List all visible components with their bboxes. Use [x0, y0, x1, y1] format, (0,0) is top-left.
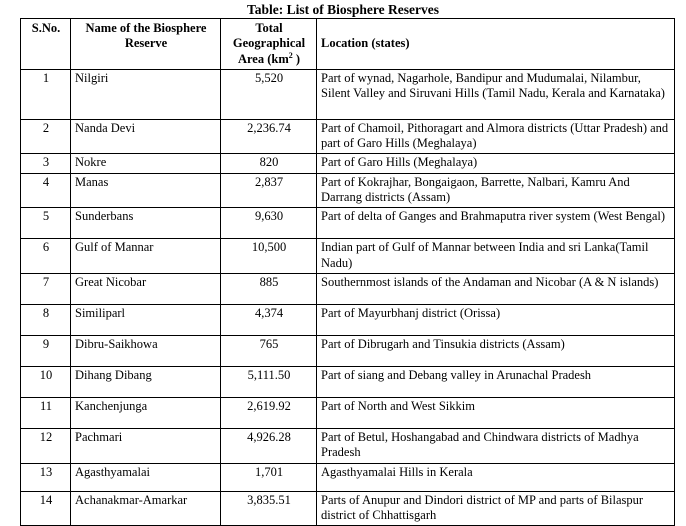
cell-location: Part of Garo Hills (Meghalaya) [317, 154, 675, 173]
cell-name: Nanda Devi [71, 119, 221, 154]
table-row [21, 463, 675, 491]
table-row [21, 173, 675, 208]
cell-area: 2,619.92 [221, 397, 317, 428]
cell-area: 2,236.74 [221, 119, 317, 154]
header-area-superscript: 2 [288, 50, 293, 60]
table-row [21, 239, 675, 274]
cell-area: 5,520 [221, 69, 317, 119]
cell-area: 3,835.51 [221, 491, 317, 526]
cell-name: Kanchenjunga [71, 397, 221, 428]
cell-name: Nokre [71, 154, 221, 173]
cell-location: Part of wynad, Nagarhole, Bandipur and Mudumalai, Nilambur, Silent Valley and Siruvani Hills (Tamil Nadu, Kerala and Karnataka) [317, 69, 675, 119]
cell-name: Nilgiri [71, 69, 221, 119]
cell-location: Parts of Anupur and Dindori district of MP and parts of Bilaspur district of Chhattisgarh [317, 491, 675, 526]
cell-location: Southernmost islands of the Andaman and Nicobar (A & N islands) [317, 273, 675, 304]
table-title: Table: List of Biosphere Reserves [247, 2, 439, 17]
cell-area: 885 [221, 273, 317, 304]
cell-area: 820 [221, 154, 317, 173]
cell-location: Part of Betul, Hoshangabad and Chindwara districts of Madhya Pradesh [317, 428, 675, 463]
table-row [21, 304, 675, 335]
cell-area: 10,500 [221, 239, 317, 274]
cell-sno: 7 [21, 273, 71, 304]
cell-name: Dihang Dibang [71, 366, 221, 397]
cell-location: Agasthyamalai Hills in Kerala [317, 463, 675, 491]
table-row [21, 397, 675, 428]
cell-sno: 8 [21, 304, 71, 335]
cell-area: 2,837 [221, 173, 317, 208]
cell-sno: 9 [21, 335, 71, 366]
cell-sno: 10 [21, 366, 71, 397]
cell-location: Part of Kokrajhar, Bongaigaon, Barrette, Nalbari, Kamru And Darrang districts (Assam) [317, 173, 675, 208]
header-name: Name of the Biosphere Reserve [71, 19, 221, 70]
cell-location: Part of Chamoil, Pithoragart and Almora districts (Uttar Pradesh) and part of Garo Hills (Meghalaya) [317, 119, 675, 154]
table-row [21, 366, 675, 397]
cell-name: Great Nicobar [71, 273, 221, 304]
cell-name: Gulf of Mannar [71, 239, 221, 274]
table-row [21, 119, 675, 154]
cell-sno: 4 [21, 173, 71, 208]
table-row [21, 208, 675, 239]
cell-area: 5,111.50 [221, 366, 317, 397]
cell-name: Sunderbans [71, 208, 221, 239]
cell-location: Part of Dibrugarh and Tinsukia districts (Assam) [317, 335, 675, 366]
cell-name: Dibru-Saikhowa [71, 335, 221, 366]
cell-name: Manas [71, 173, 221, 208]
header-area [221, 19, 317, 70]
cell-area: 1,701 [221, 463, 317, 491]
header-area-close: ) [292, 51, 301, 66]
cell-name: Achanakmar-Amarkar [71, 491, 221, 526]
cell-sno: 11 [21, 397, 71, 428]
cell-name: Similiparl [71, 304, 221, 335]
cell-location: Part of North and West Sikkim [317, 397, 675, 428]
cell-sno: 3 [21, 154, 71, 173]
table-row [21, 491, 675, 526]
table-row [21, 335, 675, 366]
table-row [21, 69, 675, 119]
table-row [21, 428, 675, 463]
cell-location: Part of delta of Ganges and Brahmaputra river system (West Bengal) [317, 208, 675, 239]
cell-area: 765 [221, 335, 317, 366]
cell-name: Agasthyamalai [71, 463, 221, 491]
header-sno: S.No. [21, 19, 71, 70]
table-row [21, 273, 675, 304]
cell-area: 9,630 [221, 208, 317, 239]
cell-sno: 2 [21, 119, 71, 154]
header-location: Location (states) [317, 19, 675, 70]
table-row [21, 154, 675, 173]
cell-location: Indian part of Gulf of Mannar between India and sri Lanka(Tamil Nadu) [317, 239, 675, 274]
cell-name: Pachmari [71, 428, 221, 463]
biosphere-reserves-table [20, 18, 675, 526]
cell-area: 4,926.28 [221, 428, 317, 463]
cell-sno: 1 [21, 69, 71, 119]
header-area-label: Total Geographical Area (km [232, 21, 306, 66]
cell-location: Part of siang and Debang valley in Arunachal Pradesh [317, 366, 675, 397]
cell-sno: 12 [21, 428, 71, 463]
cell-sno: 13 [21, 463, 71, 491]
cell-sno: 5 [21, 208, 71, 239]
cell-sno: 6 [21, 239, 71, 274]
cell-sno: 14 [21, 491, 71, 526]
header-row [21, 19, 675, 70]
cell-area: 4,374 [221, 304, 317, 335]
cell-location: Part of Mayurbhanj district (Orissa) [317, 304, 675, 335]
